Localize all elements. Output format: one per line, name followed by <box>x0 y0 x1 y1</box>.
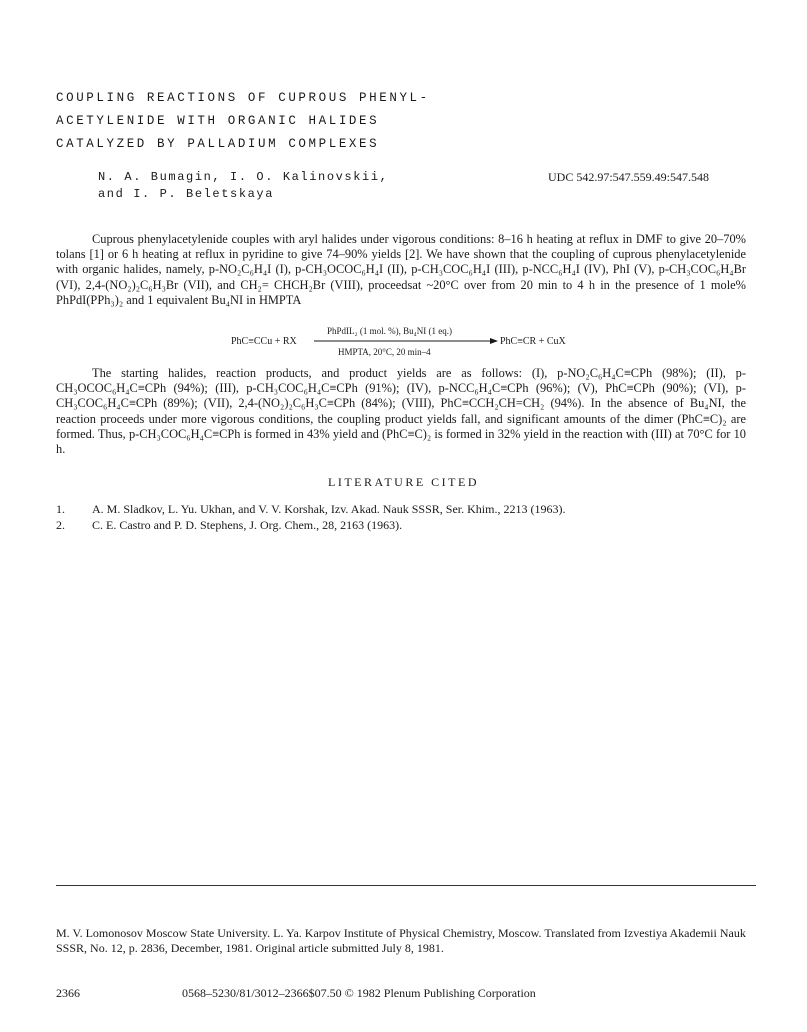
scheme-reactants: PhC≡CCu + RX <box>231 336 297 347</box>
authors-line-1: N. A. Bumagin, I. O. Kalinovskii, <box>98 170 389 184</box>
reference-2 <box>56 518 756 533</box>
paragraph-intro <box>56 232 746 308</box>
reference-1-text: A. M. Sladkov, L. Yu. Ukhan, and V. V. Korshak, Izv. Akad. Nauk SSSR, Ser. Khim., 2213 (1963). <box>92 502 566 516</box>
authors-line-2: and I. P. Beletskaya <box>98 187 275 201</box>
footnote: M. V. Lomonosov Moscow State University. L. Ya. Karpov Institute of Physical Chemistry, Moscow. Translated from Izvestiya Akademii Nauk SSSR, No. 12, p. 2836, December, 1981. Original article submitted July 8, 1981. <box>56 926 746 955</box>
paragraph-results <box>56 366 746 457</box>
scheme-conditions-above: PhPdIL₂ (1 mol. %), Bu₄NI (1 eq.) <box>327 326 453 336</box>
paragraph-results-text: The starting halides, reaction products, and product yields are as follows: (I), p-NO₂C₆H₄C≡CPh (98%); (II), p-CH₃OCOC₆H₄C≡CPh (94%); (III), p-CH₃COC₆H₄C≡CPh (91%); (IV), p-NCC₆H₄C≡CPh (96%); (V), PhC≡CPh (90%); (VI), p-CH₃COC₆H₄C≡CPh (89%); (VII), 2,4-(NO₂)₂C₆H₃C≡CPh (84%); (VIII), PhC≡CCH₂CH=CH₂ (94%). In the absence of Bu₄NI, the reaction proceeds under more vigorous conditions, the coupling product yields fall, and significant amounts of the dimer (PhC≡C)₂ are formed. Thus, p-CH₃COC₆H₄C≡CPh is formed in 43% yield and (PhC≡C)₂ is formed in 32% yield in the reaction with (III) at 70°C for 10 h. <box>56 366 746 457</box>
reaction-scheme-svg <box>56 320 746 364</box>
scheme-products: PhC≡CR + CuX <box>500 336 566 347</box>
title-line-2: ACETYLENIDE WITH ORGANIC HALIDES <box>56 114 380 128</box>
copyright-line: 0568–5230/81/3012–2366$07.50 © 1982 Plenum Publishing Corporation <box>182 986 536 1000</box>
reference-2-number: 2. <box>56 518 65 532</box>
page-number: 2366 <box>56 986 80 1000</box>
reaction-scheme <box>56 320 746 364</box>
udc-code: UDC 542.97:547.559.49:547.548 <box>548 170 710 184</box>
reference-2-text: C. E. Castro and P. D. Stephens, J. Org. Chem., 28, 2163 (1963). <box>92 518 403 532</box>
footnote-rule <box>56 885 756 886</box>
title-line-3: CATALYZED BY PALLADIUM COMPLEXES <box>56 137 380 151</box>
scheme-conditions-below: HMPTA, 20°C, 20 min–4 <box>338 347 431 357</box>
literature-heading: LITERATURE CITED <box>328 475 479 489</box>
reference-1-number: 1. <box>56 502 65 516</box>
title-line-1: COUPLING REACTIONS OF CUPROUS PHENYL- <box>56 91 430 105</box>
scheme-arrow-head <box>490 338 498 344</box>
paragraph-intro-text: Cuprous phenylacetylenide couples with aryl halides under vigorous conditions: 8–16 h heating at reflux in DMF to give 20–70% tolans [1] or 6 h heating at reflux in pyridine to give 74–90% yields [2]. We have shown that the coupling of cuprous phenylacetylenide with organic halides, namely, p-NO₂C₆H₄I (I), p-CH₃OCOC₆H₄I (II), p-CH₃COC₆H₄I (III), p-NCC₆H₄I (IV), PhI (V), p-CH₃COC₆H₄Br (VI), 2,4-(NO₂)₂C₆H₃Br (VII), and CH₂= CHCH₂Br (VIII), proceedsat ~20°C over from 20 min to 4 h in the presence of 1 mole% PhPdI(PPh₃)₂ and 1 equivalent Bu₄NI in HMPTA <box>56 232 746 307</box>
reference-1 <box>56 502 756 517</box>
